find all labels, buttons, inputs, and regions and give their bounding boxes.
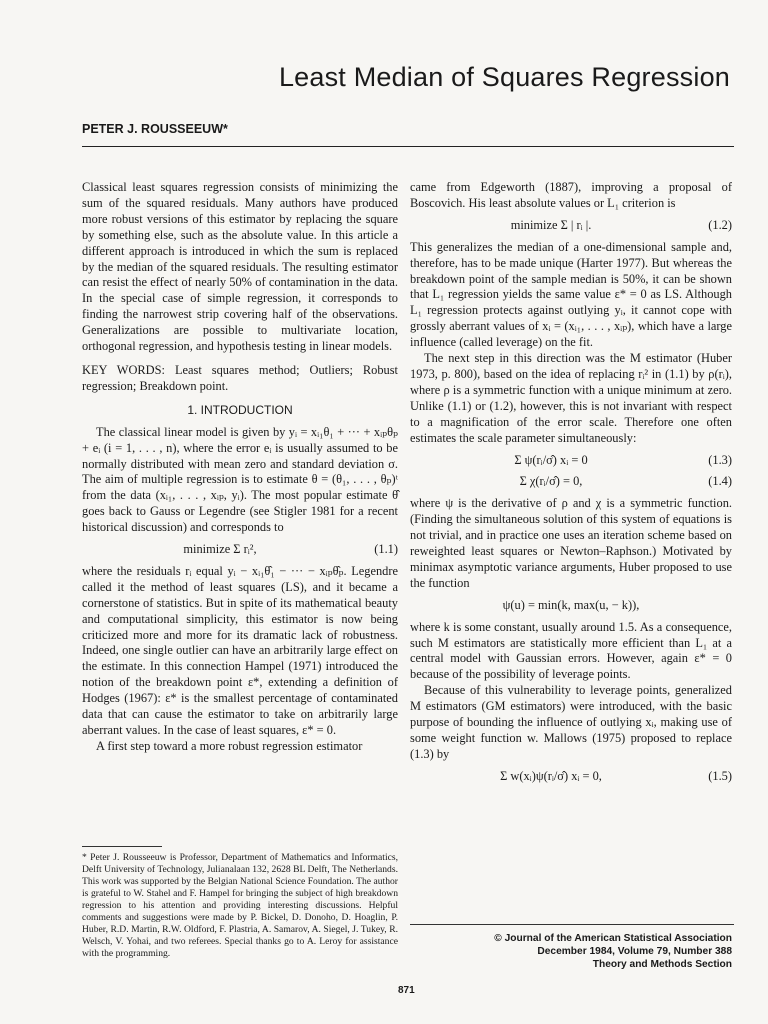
equation-1-3-number: (1.3) — [708, 452, 732, 467]
right-paragraph-4: where ψ is the derivative of ρ and χ is a symmetric function. (Finding the simultaneous solution of this system of equations is not trivial, and in practice one uses an iteration scheme based on reweighted least squares or Newton–Raphson.) Motivated by minimax asymptotic variance arguments, Huber proposed to use the function — [410, 496, 732, 590]
equation-1-2 — [410, 218, 732, 234]
equation-psi — [410, 598, 732, 614]
right-paragraph-2: This generalizes the median of a one-dimensional sample and, therefore, has to be made unique (Harter 1977). But whereas the breakdown point of the sample median is 50%, it can be shown that L₁ regression yields the same value ε* = 0 as LS. Although L₁ regression protects against outlying yᵢ, it cannot cope with grossly aberrant values of xᵢ = (xᵢ₁, . . . , xᵢₚ), which have a large influence (called leverage) on the fit. — [410, 239, 732, 350]
journal-issue: December 1984, Volume 79, Number 388 — [537, 946, 732, 958]
equation-1-4 — [410, 474, 732, 490]
equation-1-1-expr: minimize Σ rᵢ², — [183, 542, 257, 557]
journal-rule — [410, 924, 734, 925]
author-name: PETER J. ROUSSEEUW* — [82, 122, 228, 136]
paper-title: Least Median of Squares Regression — [278, 62, 730, 92]
equation-1-4-expr: Σ χ(rᵢ/σ̂) = 0, — [519, 474, 583, 489]
equation-psi-expr: ψ(u) = min(k, max(u, − k)), — [502, 597, 640, 612]
right-paragraph-3: The next step in this direction was the M estimator (Huber 1973, p. 800), based on the idea of replacing rᵢ² in (1.1) by ρ(rᵢ), where ρ is a symmetric function with a unique minimum at zero. Unlike (1.1) or (1.2), however, this is not invariant with respect to a magnification of the error scale. Therefore one often estimates the scale parameter simultaneously: — [410, 351, 732, 445]
equation-1-5-expr: Σ w(xᵢ)ψ(rᵢ/σ̂) xᵢ = 0, — [500, 768, 602, 783]
intro-paragraph-2: where the residuals rᵢ equal yᵢ − xᵢ₁θ̂₁ − ··· − xᵢₚθ̂ₚ. Legendre called it the method of least squares (LS), and it became a cornerstone of statistics. But in spite of its mathematical beauty and computational simplicity, this estimator is now being criticized more and more for its dramatic lack of robustness. Indeed, one single outlier can have an arbitrarily large effect on the estimate. In this connection Hampel (1971) introduced the notion of the breakdown point ε*, extending a definition of Hodges (1967): ε* is the smallest percentage of contaminated data that can cause the estimator to take on arbitrarily large aberrant values. In the case of least squares, ε* = 0. — [82, 563, 398, 737]
left-column — [82, 180, 398, 755]
abstract: Classical least squares regression consists of minimizing the sum of the squared residuals. Many authors have produced more robust versions of this estimator by replacing the square by something else, such as the absolute value. In this article a different approach is introduced in which the sum is replaced by the median of the squared residuals. The resulting estimator can resist the effect of nearly 50% of contamination in the data. In the special case of simple regression, it corresponds to finding the narrowest strip covering half of the observations. Generalizations are possible to multivariate location, orthogonal regression, and hypothesis testing in linear models. — [82, 180, 398, 354]
header-rule — [82, 146, 734, 147]
right-column — [410, 180, 732, 791]
equation-1-1-number: (1.1) — [374, 542, 398, 557]
equation-1-1 — [82, 542, 398, 558]
author-footnote: * Peter J. Rousseeuw is Professor, Department of Mathematics and Informatics, Delft University of Technology, Julianalaan 132, 2628 BL Delft, The Netherlands. This work was supported by the Belgian National Science Foundation. The author is grateful to W. Stahel and F. Hampel for bringing the subject of high breakdown regression to his attention and providing interesting discussions. Helpful comments and suggestions were made by P. Bickel, D. Donoho, D. Hoaglin, P. Huber, R.D. Martin, R.W. Oldford, F. Plastria, A. Samarov, A. Siegel, J. Tukey, R. Welsch, V. Yohai, and two referees. Special thanks go to A. Leroy for assistance with the programming. — [82, 852, 398, 959]
journal-citation — [494, 932, 732, 972]
page-number: 871 — [398, 985, 415, 996]
equation-1-2-expr: minimize Σ | rᵢ |. — [510, 217, 592, 232]
right-paragraph-6: Because of this vulnerability to leverage points, generalized M estimators (GM estimators) were introduced, with the basic purpose of bounding the influence of outlying xᵢ, making use of some weight function w. Mallows (1975) proposed to replace (1.3) by — [410, 683, 732, 761]
right-paragraph-1: came from Edgeworth (1887), improving a proposal of Boscovich. His least absolute values or L₁ criterion is — [410, 180, 732, 210]
equation-1-5-number: (1.5) — [708, 768, 732, 783]
journal-name: © Journal of the American Statistical Association — [494, 933, 732, 944]
intro-paragraph-3: A first step toward a more robust regression estimator — [96, 738, 363, 753]
footnote-rule — [82, 846, 162, 847]
keywords: KEY WORDS: Least squares method; Outliers; Robust regression; Breakdown point. — [82, 362, 398, 393]
intro-paragraph-1: The classical linear model is given by yᵢ = xᵢ₁θ₁ + ··· + xᵢₚθₚ + eᵢ (i = 1, . . . , n), where the error eᵢ is usually assumed to be normally distributed with mean zero and standard deviation σ. The aim of multiple regression is to estimate θ = (θ₁, . . . , θₚ)ᵗ from the data (xᵢ₁, . . . , xᵢₚ, yᵢ). The most popular estimate θ̂ goes back to Gauss or Legendre (see Stigler 1981 for a recent historical discussion) and corresponds to — [82, 424, 398, 535]
equation-1-3 — [410, 453, 732, 469]
right-paragraph-5: where k is some constant, usually around 1.5. As a consequence, such M estimators are statistically more efficient than L₁ at a central model with Gaussian errors. However, again ε* = 0 because of the possibility of leverage points. — [410, 619, 732, 682]
journal-section: Theory and Methods Section — [592, 959, 732, 971]
equation-1-3-expr: Σ ψ(rᵢ/σ̂) xᵢ = 0 — [514, 452, 588, 467]
equation-1-2-number: (1.2) — [708, 217, 732, 232]
equation-1-4-number: (1.4) — [708, 474, 732, 489]
equation-1-5 — [410, 769, 732, 785]
section-heading: 1. INTRODUCTION — [187, 402, 293, 417]
